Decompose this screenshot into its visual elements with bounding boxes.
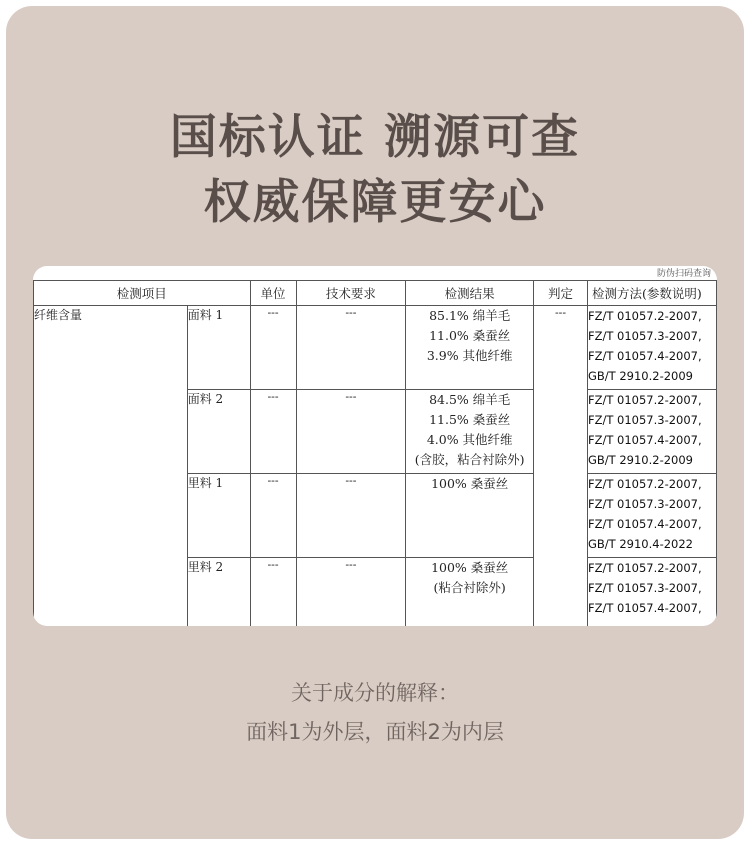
method-line: FZ/T 01057.4-2007, (587, 601, 702, 615)
method-3 (587, 474, 716, 558)
qr-verify-note: 防伪扫码查询 (656, 269, 711, 279)
method-line: FZ/T 01057.3-2007, (587, 329, 702, 343)
result-line: (粘合衬除外) (433, 580, 506, 595)
unit-4: --- (250, 558, 296, 627)
method-1 (587, 306, 716, 390)
method-line: FZ/T 01057.3-2007, (587, 497, 702, 511)
header-requirement: 技术要求 (296, 281, 406, 306)
item-name: 纤维含量 (34, 306, 188, 627)
result-line: 4.0% 其他纤维 (426, 432, 513, 447)
requirement-2: --- (296, 390, 406, 474)
requirement-3: --- (296, 474, 406, 558)
unit-2: --- (250, 390, 296, 474)
method-line: GB/T 2910.4-2022 (587, 537, 693, 551)
header-unit: 单位 (250, 281, 296, 306)
result-line: (含胶，粘合衬除外) (414, 452, 525, 467)
result-3 (406, 474, 534, 558)
result-1 (406, 306, 534, 390)
requirement-1: --- (296, 306, 406, 390)
method-line: FZ/T 01057.4-2007, (587, 517, 702, 531)
method-4 (587, 558, 716, 627)
result-4 (406, 558, 534, 627)
method-line: FZ/T 01057.3-2007, (587, 413, 702, 427)
sub-item-2: 面料 2 (187, 390, 250, 474)
method-line: GB/T 2910.2-2009 (587, 453, 693, 467)
headline-line-1: 国标认证 溯源可查 (169, 110, 581, 165)
sub-item-3: 里料 1 (187, 474, 250, 558)
test-report-table (33, 280, 717, 626)
unit-3: --- (250, 474, 296, 558)
table-row (34, 306, 717, 390)
header-verdict: 判定 (534, 281, 588, 306)
method-line: GB/T 2910.2-2009 (587, 369, 693, 383)
result-line: 11.0% 桑蚕丝 (429, 328, 511, 343)
header-item: 检测项目 (34, 281, 251, 306)
sub-item-4: 里料 2 (187, 558, 250, 627)
method-line: FZ/T 01057.2-2007, (587, 309, 702, 323)
headline-line-2: 权威保障更安心 (203, 175, 547, 230)
method-line: FZ/T 01057.2-2007, (587, 477, 702, 491)
method-line: FZ/T 01057.2-2007, (587, 393, 702, 407)
header-result: 检测结果 (406, 281, 534, 306)
verdict: --- (534, 306, 588, 627)
table-header-row (34, 281, 717, 306)
method-2 (587, 390, 716, 474)
explanation-text: 面料1为外层，面料2为内层 (246, 720, 504, 744)
explanation-title: 关于成分的解释： (291, 681, 459, 705)
method-line: FZ/T 01057.4-2007, (587, 349, 702, 363)
unit-1: --- (250, 306, 296, 390)
method-line: FZ/T 01057.2-2007, (587, 561, 702, 575)
method-line: FZ/T 01057.3-2007, (587, 581, 702, 595)
sub-item-1: 面料 1 (187, 306, 250, 390)
result-line: 11.5% 桑蚕丝 (429, 412, 511, 427)
result-line: 3.9% 其他纤维 (426, 348, 513, 363)
result-line: 100% 桑蚕丝 (431, 476, 509, 491)
requirement-4: --- (296, 558, 406, 627)
test-report-table-card (33, 266, 717, 626)
result-line: 84.5% 绵羊毛 (429, 392, 511, 407)
method-line: FZ/T 01057.4-2007, (587, 433, 702, 447)
header-method: 检测方法(参数说明) (587, 281, 716, 306)
result-2 (406, 390, 534, 474)
result-line: 100% 桑蚕丝 (431, 560, 509, 575)
result-line: 85.1% 绵羊毛 (429, 308, 511, 323)
